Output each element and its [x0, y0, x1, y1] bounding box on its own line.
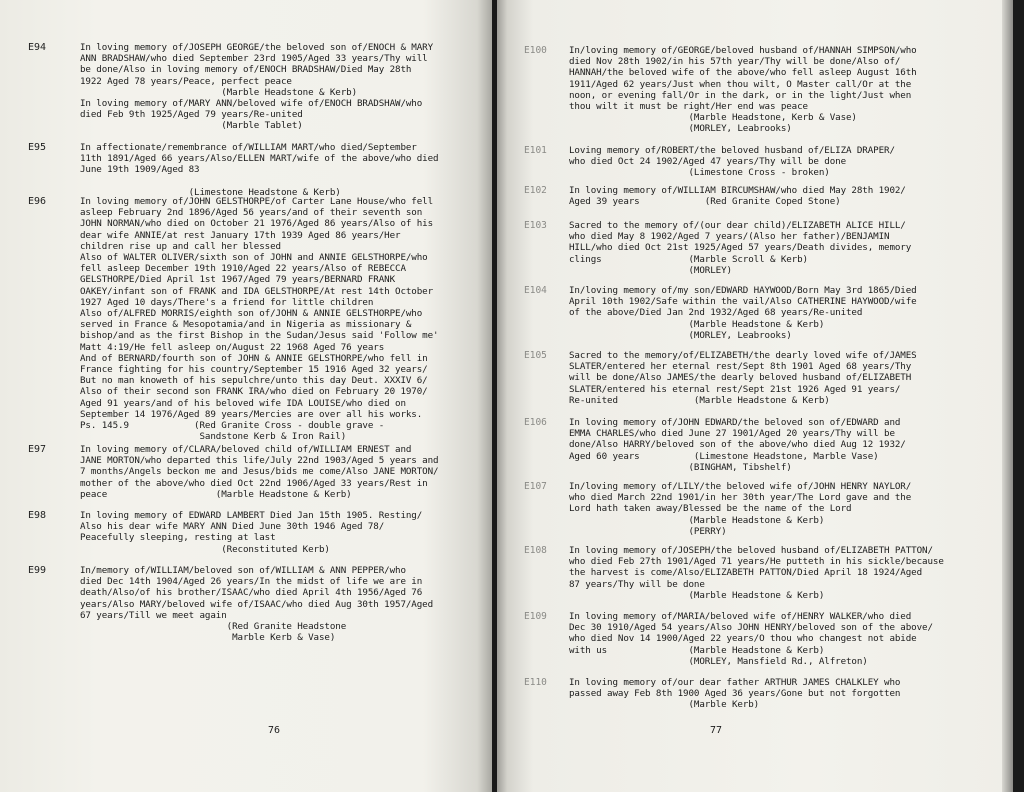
inscription-line: Marble Kerb & Vase)	[80, 632, 336, 644]
left-page	[0, 0, 492, 792]
inscription-line: HILL/who died Oct 21st 1925/Aged 57 years/Death divides, memory	[569, 242, 912, 254]
inscription-line: (PERRY)	[569, 525, 727, 537]
inscription-line: who died Feb 27th 1901/Aged 71 years/He putteth in his sickle/because	[569, 556, 944, 568]
inscription-line: Also of their second son FRANK IRA/who died on February 20 1970/	[80, 386, 428, 398]
inscription-line: In/memory of/WILLIAM/beloved son of/WILLIAM & ANN PEPPER/who	[80, 565, 406, 576]
inscription-line: In loving memory of/CLARA/beloved child of/WILLIAM ERNEST and	[80, 444, 412, 455]
inscription-line: In loving memory of/MARIA/beloved wife of/HENRY WALKER/who died	[569, 611, 912, 622]
inscription-line: 87 years/Thy will be done	[569, 578, 705, 590]
entry-number: E94	[28, 42, 47, 53]
inscription-line: In loving memory of/JOHN GELSTHORPE/of Carter Lane House/who fell	[80, 196, 434, 207]
inscription-line: In loving memory of/JOHN EDWARD/the beloved son of/EDWARD and	[569, 417, 901, 428]
inscription-line: April 10th 1902/Safe within the vail/Also CATHERINE HAYWOOD/wife	[569, 296, 917, 308]
inscription-line: 1911/Aged 62 years/Just when thou wilt, O Master call/Or at the	[569, 78, 912, 90]
inscription-line: Sacred to the memory/of/ELIZABETH/the dearly loved wife of/JAMES	[569, 350, 917, 361]
inscription-line: passed away Feb 8th 1900 Aged 36 years/Gone but not forgotten	[569, 688, 901, 700]
inscription-line: who died March 22nd 1901/in her 30th year/The Lord gave and the	[569, 492, 912, 504]
inscription-line: who died Nov 14 1900/Aged 22 years/O thou who changest not abide	[569, 633, 917, 645]
inscription-line: Lord hath taken away/Blessed be the name of the Lord	[569, 503, 852, 515]
inscription-line: will be done/Also JAMES/the dearly beloved husband of/ELIZABETH	[569, 372, 912, 384]
inscription-line: thou wilt it must be right/Her end was peace	[569, 101, 808, 112]
inscription-line: done/Also HARRY/beloved son of the above/who died Aug 12 1932/	[569, 439, 906, 451]
inscription-line: asleep February 2nd 1896/Aged 56 years/and of their seventh son	[80, 207, 423, 219]
inscription-line: JANE MORTON/who departed this life/July 22nd 1903/Aged 5 years and	[80, 455, 439, 467]
inscription-line: died Nov 28th 1902/in his 57th year/Thy will be done/Also of/	[569, 56, 901, 68]
inscription-line: bishop/and as the first Bishop in the Sudan/Jesus said 'Follow me'	[80, 330, 439, 342]
entry-number: E105	[524, 350, 547, 361]
inscription-line: (Marble Headstone & Kerb)	[569, 318, 825, 330]
inscription-line: (Marble Kerb)	[569, 699, 760, 711]
inscription-line: 67 years/Till we meet again	[80, 609, 227, 621]
inscription-line: In loving memory of/JOSEPH GEORGE/the beloved son of/ENOCH & MARY	[80, 42, 434, 53]
inscription-line: died Dec 14th 1904/Aged 26 years/In the midst of life we are in	[80, 576, 423, 588]
inscription-line: who died May 8 1902/Aged 7 years/(Also her father)/BENJAMIN	[569, 231, 890, 243]
entry-number: E106	[524, 417, 547, 428]
inscription-line: of the above/Died Jan 2nd 1932/Aged 68 years/Re-united	[569, 307, 863, 319]
entry-number: E108	[524, 545, 547, 556]
inscription-line: In loving memory of EDWARD LAMBERT Died Jan 15th 1905. Resting/	[80, 510, 423, 521]
entry-number: E101	[524, 145, 547, 156]
entry-number: E109	[524, 611, 547, 622]
inscription-line: (BINGHAM, Tibshelf)	[569, 461, 792, 473]
inscription-line: Dec 30 1910/Aged 54 years/Also JOHN HENRY/beloved son of the above/	[569, 622, 933, 634]
inscription-line: In loving memory of/MARY ANN/beloved wife of/ENOCH BRADSHAW/who	[80, 98, 423, 109]
inscription-line: (Marble Headstone & Kerb)	[569, 514, 825, 526]
inscription-line: HANNAH/the beloved wife of the above/who fell asleep August 16th	[569, 67, 917, 79]
inscription-line: children rise up and call her blessed	[80, 240, 281, 252]
inscription-line: Aged 60 years (Limestone Headstone, Marble Vase)	[569, 450, 879, 462]
inscription-line: Loving memory of/ROBERT/the beloved husband of/ELIZA DRAPER/	[569, 145, 895, 156]
inscription-line: EMMA CHARLES/who died June 27 1901/Aged 20 years/Thy will be	[569, 428, 895, 440]
inscription-line: In/loving memory of/my son/EDWARD HAYWOOD/Born May 3rd 1865/Died	[569, 285, 917, 296]
inscription-line: ANN BRADSHAW/who died September 23rd 1905/Aged 33 years/Thy will	[80, 53, 428, 65]
inscription-line: the harvest is come/Also/ELIZABETH PATTON/Died April 18 1924/Aged	[569, 567, 923, 579]
inscription-line: (MORLEY, Leabrooks)	[569, 329, 792, 341]
page-number: 77	[710, 725, 723, 736]
page-edge	[1002, 0, 1013, 792]
inscription-line: (Marble Headstone & Kerb)	[80, 86, 357, 98]
entry-number: E103	[524, 220, 547, 231]
inscription-line: years/Also MARY/beloved wife of/ISAAC/who died Aug 30th 1957/Aged	[80, 598, 434, 610]
inscription-line: JOHN NORMAN/who died on October 21 1976/Aged 86 years/Also of his	[80, 218, 434, 230]
inscription-line: served in France & Mesopotamia/and in Nigeria as missionary &	[80, 319, 412, 331]
inscription-line: 11th 1891/Aged 66 years/Also/ELLEN MART/wife of the above/who died	[80, 153, 439, 165]
inscription-line: Also of WALTER OLIVER/sixth son of JOHN and ANNIE GELSTHORPE/who	[80, 252, 428, 263]
inscription-line: 7 months/Angels beckon me and Jesus/bids me come/Also JANE MORTON/	[80, 466, 439, 478]
inscription-line: (Limestone Headstone & Kerb)	[80, 186, 341, 198]
inscription-line: But no man knoweth of his sepulchre/unto this day Deut. XXXIV 6/	[80, 375, 428, 387]
page-number: 76	[268, 725, 281, 736]
inscription-line: who died Oct 24 1902/Aged 47 years/Thy will be done	[569, 156, 846, 168]
inscription-line: September 14 1976/Aged 89 years/Mercies are over all his works.	[80, 408, 423, 420]
entry-number: E110	[524, 677, 547, 688]
inscription-line: Also his dear wife MARY ANN Died June 30th 1946 Aged 78/	[80, 521, 385, 533]
inscription-line: (MORLEY, Leabrooks)	[569, 123, 792, 135]
inscription-line: And of BERNARD/fourth son of JOHN & ANNIE GELSTHORPE/who fell in	[80, 352, 428, 364]
inscription-line: (Reconstituted Kerb)	[80, 543, 330, 555]
entry-number: E98	[28, 510, 47, 521]
inscription-line: In/loving memory of/LILY/the beloved wife of/JOHN HENRY NAYLOR/	[569, 481, 912, 492]
entry-number: E100	[524, 45, 547, 56]
entry-number: E95	[28, 142, 47, 153]
inscription-line: (Limestone Cross - broken)	[569, 167, 830, 179]
inscription-line: death/Also/of his brother/ISAAC/who died April 4th 1956/Aged 76	[80, 587, 423, 599]
inscription-line: fell asleep December 19th 1910/Aged 22 years/Also of REBECCA	[80, 263, 406, 275]
inscription-line: Peacefully sleeping, resting at last	[80, 532, 276, 544]
inscription-line: with us (Marble Headstone & Kerb)	[569, 644, 825, 656]
right-page	[497, 0, 1013, 792]
entry-number: E97	[28, 444, 47, 455]
inscription-line: Matt 4:19/He fell asleep on/August 22 1968 Aged 76 years	[80, 341, 385, 353]
inscription-line: OAKEY/infant son of FRANK and IDA GELSTHORPE/At rest 14th October	[80, 285, 434, 297]
inscription-line: noon, or evening fall/Or in the dark, or in the light/Just when	[569, 89, 912, 101]
inscription-line: 1922 Aged 78 years/Peace, perfect peace	[80, 75, 292, 87]
inscription-line: In/loving memory of/GEORGE/beloved husband of/HANNAH SIMPSON/who	[569, 45, 917, 56]
inscription-line: In affectionate/remembrance of/WILLIAM MART/who died/September	[80, 142, 417, 153]
inscription-line: Ps. 145.9 (Red Granite Cross - double grave -	[80, 420, 385, 431]
inscription-line: Sacred to the memory of/(our dear child)/ELIZABETH ALICE HILL/	[569, 220, 906, 231]
entry-number: E107	[524, 481, 547, 492]
inscription-line: mother of the above/who died Oct 22nd 1906/Aged 33 years/Rest in	[80, 477, 428, 489]
inscription-line: (MORLEY)	[569, 264, 732, 276]
inscription-line: Re-united (Marble Headstone & Kerb)	[569, 394, 830, 406]
inscription-line: Also of/ALFRED MORRIS/eighth son of/JOHN & ANNIE GELSTHORPE/who	[80, 308, 423, 319]
inscription-line: (Marble Tablet)	[80, 120, 303, 132]
inscription-line: died Feb 9th 1925/Aged 79 years/Re-united	[80, 109, 303, 121]
entry-number: E96	[28, 196, 47, 207]
inscription-line: In loving memory of/JOSEPH/the beloved husband of/ELIZABETH PATTON/	[569, 545, 933, 556]
entry-number: E104	[524, 285, 547, 296]
inscription-line: SLATER/entered her eternal rest/Sept 8th 1901 Aged 68 years/Thy	[569, 361, 912, 373]
inscription-line: peace (Marble Headstone & Kerb)	[80, 488, 352, 500]
inscription-line: Sandstone Kerb & Iron Rail)	[80, 431, 347, 443]
inscription-line: be done/Also in loving memory of/ENOCH BRADSHAW/Died May 28th	[80, 64, 412, 76]
inscription-line: 1927 Aged 10 days/There's a friend for little children	[80, 296, 374, 308]
entry-number: E99	[28, 565, 47, 576]
inscription-line: In loving memory of/our dear father ARTHUR JAMES CHALKLEY who	[569, 677, 901, 688]
inscription-line: (Marble Headstone & Kerb)	[569, 589, 825, 601]
entry-number: E102	[524, 185, 547, 196]
inscription-line: (Marble Headstone, Kerb & Vase)	[569, 112, 857, 124]
inscription-line: clings (Marble Scroll & Kerb)	[569, 253, 808, 265]
inscription-line: Aged 91 years/and of his beloved wife IDA LOUISE/who died on	[80, 397, 406, 409]
inscription-line: dear wife ANNIE/at rest January 17th 1939 Aged 86 years/Her	[80, 229, 401, 241]
inscription-line: June 19th 1909/Aged 83	[80, 164, 200, 176]
inscription-line: Aged 39 years (Red Granite Coped Stone)	[569, 196, 841, 208]
inscription-line: SLATER/entered his eternal rest/Sept 21st 1926 Aged 91 years/	[569, 383, 901, 395]
inscription-line: (MORLEY, Mansfield Rd., Alfreton)	[569, 655, 868, 667]
inscription-line: In loving memory of/WILLIAM BIRCUMSHAW/who died May 28th 1902/	[569, 185, 906, 196]
inscription-line: France fighting for his country/September 15 1916 Aged 32 years/	[80, 364, 428, 375]
inscription-line: (Red Granite Headstone	[80, 621, 347, 632]
inscription-line: GELSTHORPE/Died April 1st 1967/Aged 79 years/BERNARD FRANK	[80, 274, 396, 286]
